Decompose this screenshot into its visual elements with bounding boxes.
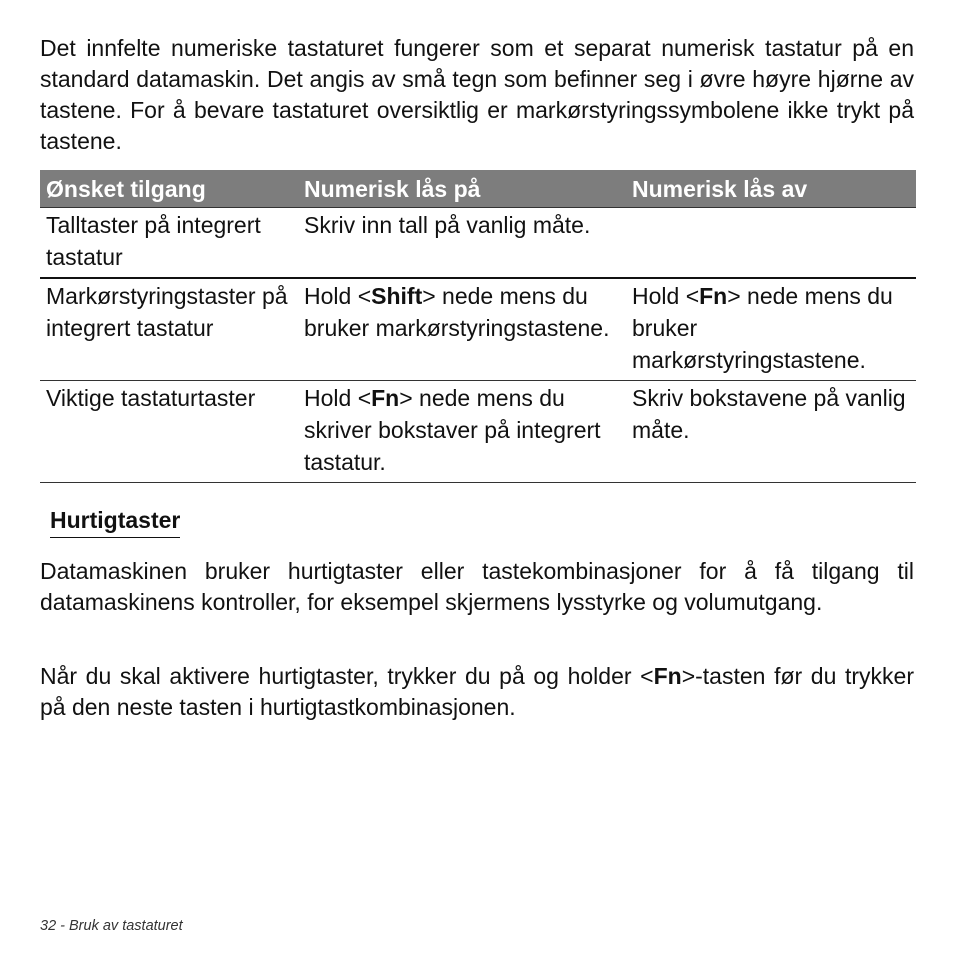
cell-access: Viktige tastaturtaster — [40, 381, 298, 483]
cell-numlock-off — [626, 208, 916, 279]
text-run: Når du skal aktivere hurtigtaster, trykker du på og holder < — [40, 663, 654, 689]
cell-numlock-on: Skriv inn tall på vanlig måte. — [298, 208, 626, 279]
cell-access: Talltaster på integrert tastatur — [40, 208, 298, 279]
cell-numlock-off — [626, 278, 916, 381]
text-run: Hold < — [304, 283, 372, 309]
text-run: Hold < — [632, 283, 700, 309]
table-row — [40, 208, 916, 279]
text-run: > nede mens du bruker markørstyringstastene. — [632, 283, 893, 373]
column-header-numlock-off: Numerisk lås av — [626, 170, 916, 208]
key-name: Fn — [371, 385, 400, 411]
text-run: > nede mens du bruker markørstyringstastene. — [304, 283, 610, 341]
cell-numlock-on — [298, 381, 626, 483]
numeric-keypad-table — [40, 170, 916, 483]
table-row — [40, 381, 916, 483]
cell-numlock-on — [298, 278, 626, 381]
key-name: Shift — [371, 283, 423, 309]
page-footer: 32 - Bruk av tastaturet — [40, 918, 183, 934]
column-header-access: Ønsket tilgang — [40, 170, 298, 208]
cell-access: Markørstyringstaster på integrert tastatur — [40, 278, 298, 381]
table-row — [40, 278, 916, 381]
text-run: >-tasten før du trykker på den neste tasten i hurtigtastkombinasjonen. — [40, 663, 914, 720]
column-header-numlock-on: Numerisk lås på — [298, 170, 626, 208]
cell-numlock-off: Skriv bokstavene på vanlig måte. — [626, 381, 916, 483]
table-header-row — [40, 170, 916, 208]
intro-paragraph: Det innfelte numeriske tastaturet fungerer som et separat numerisk tastatur på en standard datamaskin. Det angis av små tegn som befinner seg i øvre høyre hjørne av tastene. For å bevare tastaturet oversiktlig er markørstyringssymbolene ikke trykt på tastene. — [40, 35, 914, 154]
key-name: Fn — [699, 283, 728, 309]
section-heading: Hurtigtaster — [50, 505, 180, 538]
text-run: Hold < — [304, 385, 372, 411]
key-name: Fn — [653, 663, 682, 689]
text-run: > nede mens du skriver bokstaver på integrert tastatur. — [304, 385, 601, 475]
hotkeys-activation-paragraph — [40, 661, 914, 723]
hotkeys-paragraph: Datamaskinen bruker hurtigtaster eller tastekombinasjoner for å få tilgang til datamaskinens kontroller, for eksempel skjermens lysstyrke og volumutgang. — [40, 558, 914, 615]
